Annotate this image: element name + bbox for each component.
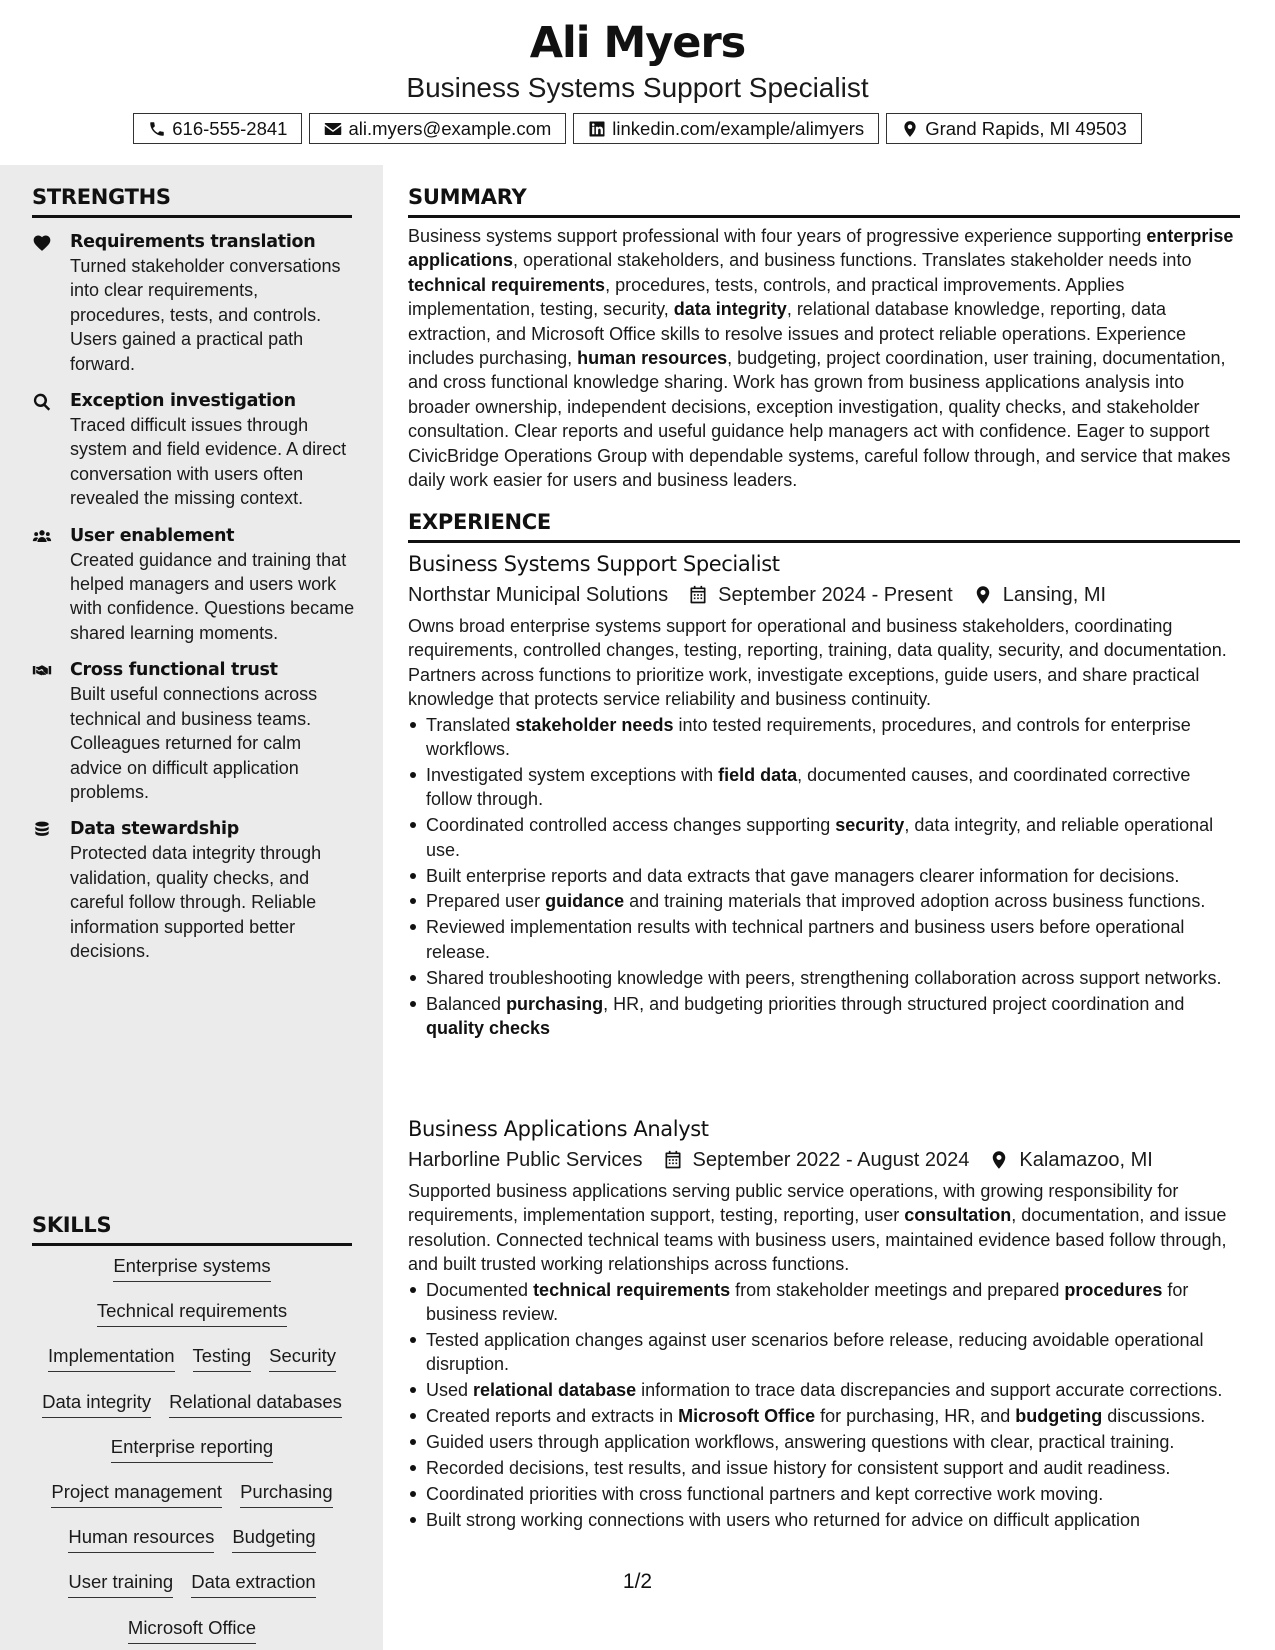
strength-item [32, 524, 357, 646]
skill-row [32, 1255, 352, 1300]
job-bullets [408, 713, 1240, 1041]
skill-tag: Data integrity [42, 1391, 151, 1418]
job-entry [408, 550, 1240, 1042]
skill-tag: Enterprise reporting [111, 1436, 273, 1463]
summary-heading: SUMMARY [408, 185, 1240, 218]
location-pin-icon [901, 120, 919, 138]
job-title: Business Applications Analyst [408, 1117, 709, 1141]
contact-linkedin-text: linkedin.com/example/alimyers [612, 117, 865, 139]
job-location: Lansing, MI [1002, 584, 1107, 606]
skill-row [32, 1436, 352, 1481]
page-number: 1/2 [622, 1570, 653, 1593]
skill-tag: Technical requirements [97, 1300, 287, 1327]
job-description: Owns broad enterprise systems support for operational and business stakeholders, coordinating requirements, controlled changes, testing, reporting, training, data quality, security, and documentation. Partners across functions to prioritize work, investigate exceptions, guide users, and share practical knowledge that protects service reliability and business continuity. [408, 616, 1227, 710]
bullet-item: Investigated system exceptions with field data, documented causes, and coordinated corrective follow through. [408, 763, 1240, 812]
bullet-item: Prepared user guidance and training materials that improved adoption across business functions. [408, 889, 1240, 913]
job-dates: September 2022 - August 2024 [692, 1149, 970, 1171]
skill-tag: Relational databases [169, 1391, 342, 1418]
strength-description: Turned stakeholder conversations into clear requirements, procedures, tests, and controls. Users gained a practical path forward. [70, 256, 341, 374]
resume-header [0, 0, 1275, 165]
contact-email [309, 113, 566, 144]
strength-description: Protected data integrity through validation, quality checks, and careful follow through. Reliable information supported better decisions. [70, 843, 322, 961]
sidebar [0, 165, 383, 1650]
skill-tag: Budgeting [232, 1526, 315, 1553]
skill-tag: Project management [51, 1481, 222, 1508]
heart-icon [32, 233, 52, 253]
skill-row [32, 1345, 352, 1390]
job-entry [408, 1115, 1240, 1534]
bullet-item: Coordinated controlled access changes supporting security, data integrity, and reliable operational use. [408, 813, 1240, 862]
contact-phone-text: 616-555-2841 [172, 117, 288, 139]
skill-tag: Security [269, 1345, 336, 1372]
strength-item [32, 230, 357, 376]
skill-tag: Enterprise systems [113, 1255, 270, 1282]
strength-item [32, 817, 357, 963]
bullet-item: Balanced purchasing, HR, and budgeting priorities through structured project coordination and quality checks [408, 992, 1240, 1041]
skill-tag: Microsoft Office [128, 1617, 256, 1644]
contact-location [886, 113, 1142, 144]
job-description: Supported business applications serving public service operations, with growing responsibility for requirements, implementation support, testing, reporting, user consultation, documentation, and issue resolution. Connected technical teams with business users, maintained evidence based follow through, and built trusted working relationships across functions. [408, 1181, 1227, 1275]
bullet-item: Reviewed implementation results with technical partners and business users before operational release. [408, 915, 1240, 964]
skills-heading: SKILLS [32, 1213, 352, 1246]
contact-phone [133, 113, 302, 144]
bullet-item: Used relational database information to trace data discrepancies and support accurate corrections. [408, 1378, 1240, 1402]
candidate-name: Ali Myers [529, 18, 746, 68]
skill-row [32, 1571, 352, 1616]
strengths-heading: STRENGTHS [32, 185, 352, 218]
location-pin-icon [989, 1150, 1009, 1170]
job-meta [408, 582, 1240, 608]
skill-tag: Implementation [48, 1345, 174, 1372]
strengths-list [32, 230, 357, 976]
job-company: Northstar Municipal Solutions [408, 584, 669, 606]
bullet-item: Shared troubleshooting knowledge with peers, strengthening collaboration across support networks. [408, 966, 1240, 990]
bullet-item: Translated stakeholder needs into tested requirements, procedures, and controls for enterprise workflows. [408, 713, 1240, 762]
calendar-icon [688, 585, 708, 605]
calendar-icon [663, 1150, 683, 1170]
strength-name: Requirements translation [70, 232, 316, 252]
job-location: Kalamazoo, MI [1019, 1149, 1153, 1171]
skill-row [32, 1481, 352, 1526]
bullet-item: Recorded decisions, test results, and issue history for consistent support and audit readiness. [408, 1456, 1240, 1480]
strength-name: User enablement [70, 525, 235, 546]
skill-row [32, 1617, 352, 1650]
skill-row [32, 1526, 352, 1571]
skill-tag: Human resources [68, 1526, 214, 1553]
skill-tag: Data extraction [191, 1571, 315, 1598]
strength-description: Created guidance and training that helped managers and users work with confidence. Questions became shared learning moments. [70, 549, 355, 643]
strength-name: Cross functional trust [70, 660, 278, 681]
bullet-item: Documented technical requirements from stakeholder meetings and prepared procedures for business review. [408, 1278, 1240, 1327]
strength-description: Traced difficult issues through system and field evidence. A direct conversation with users often revealed the missing context. [70, 415, 347, 509]
location-pin-icon [973, 585, 993, 605]
contact-email-text: ali.myers@example.com [348, 117, 552, 139]
contact-location-text: Grand Rapids, MI 49503 [925, 117, 1127, 139]
bullet-item: Tested application changes against user scenarios before release, reducing avoidable operational disruption. [408, 1328, 1240, 1377]
bullet-item: Created reports and extracts in Microsoft Office for purchasing, HR, and budgeting discussions. [408, 1404, 1240, 1428]
strength-description: Built useful connections across technical and business teams. Colleagues returned for calm advice on difficult application problems. [70, 684, 318, 802]
job-company: Harborline Public Services [408, 1149, 643, 1171]
job-title: Business Systems Support Specialist [408, 552, 780, 576]
job-bullets [408, 1278, 1240, 1533]
users-icon [32, 527, 52, 547]
skill-tag: Testing [193, 1345, 252, 1372]
job-meta [408, 1147, 1240, 1173]
job-dates: September 2024 - Present [718, 584, 953, 606]
candidate-title: Business Systems Support Specialist [406, 72, 869, 103]
bullet-item: Built enterprise reports and data extracts that gave managers clearer information for decisions. [408, 864, 1240, 888]
experience-heading: EXPERIENCE [408, 510, 1240, 543]
strength-item [32, 389, 357, 511]
search-icon [32, 392, 52, 412]
strength-name: Exception investigation [70, 391, 296, 412]
skill-tag: Purchasing [240, 1481, 333, 1508]
skills-list [32, 1255, 352, 1650]
linkedin-icon [588, 120, 606, 138]
skill-row [32, 1300, 352, 1345]
handshake-icon [32, 661, 52, 681]
summary-text: Business systems support professional with four years of progressive experience supporting enterprise applications, operational stakeholders, and business functions. Translates stakeholder needs into technical requirements, procedures, tests, controls, and practical improvements. Applies implementation, testing, security, data integrity, relational database knowledge, reporting, data extraction, and Microsoft Office skills to resolve issues and protect reliable operations. Experience includes purchasing, human resources, budgeting, project coordination, user training, documentation, and cross functional knowledge sharing. Work has grown from business applications analysis into broader ownership, independent decisions, exception investigation, quality checks, and stakeholder consultation. Clear reports and useful guidance help managers act with confidence. Eager to support CivicBridge Operations Group with dependable systems, careful follow through, and service that makes daily work easier for users and business leaders. [408, 226, 1234, 491]
skill-row [32, 1391, 352, 1436]
bullet-item: Guided users through application workflows, answering questions with clear, practical training. [408, 1430, 1240, 1454]
contact-linkedin [573, 113, 879, 144]
skill-tag: User training [68, 1571, 173, 1598]
bullet-item: Coordinated priorities with cross functional partners and kept corrective work moving. [408, 1482, 1240, 1506]
envelope-icon [324, 120, 342, 138]
strength-item [32, 658, 357, 804]
phone-icon [148, 120, 166, 138]
bullet-item: Built strong working connections with users who returned for advice on difficult application [408, 1508, 1240, 1532]
strength-name: Data stewardship [70, 819, 239, 840]
database-icon [32, 820, 52, 840]
contact-bar [0, 113, 1275, 144]
